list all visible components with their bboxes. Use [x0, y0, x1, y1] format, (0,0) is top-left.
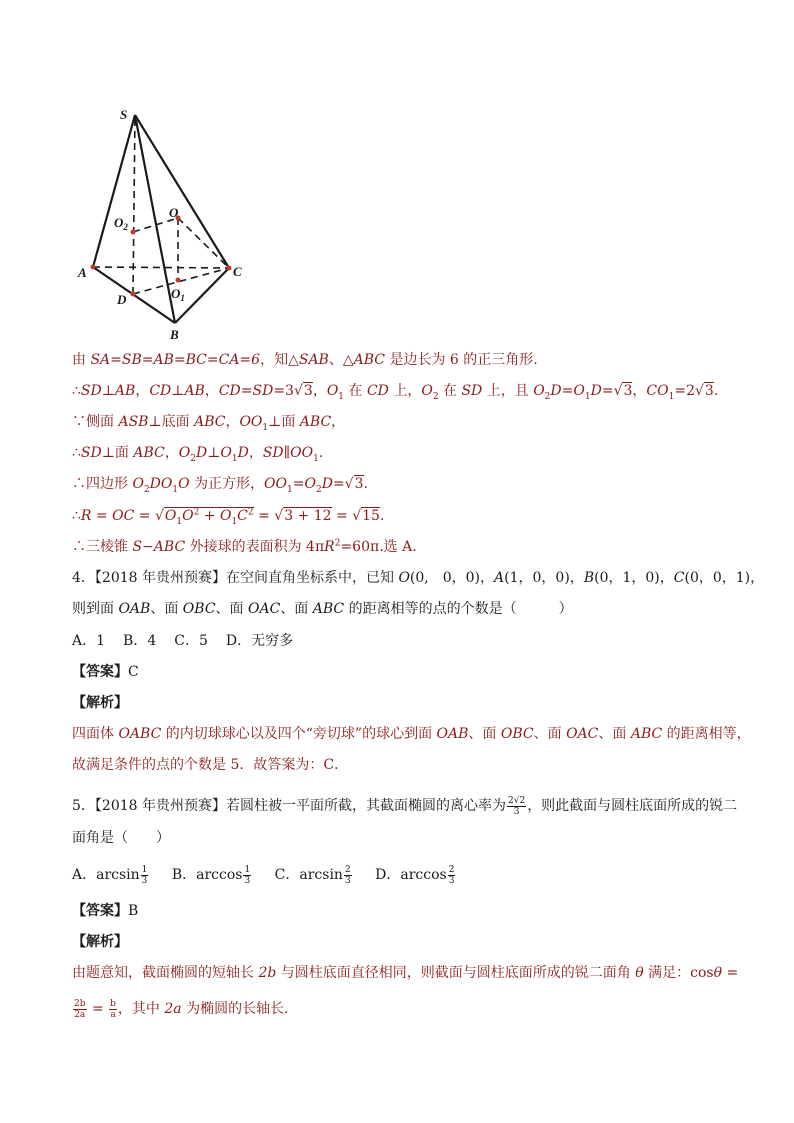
- q4-analysis-line-1: 四面体 OABC 的内切球球心以及四个“旁切球”的球心到面 OAB、面 OBC、面 OAC、面 ABC 的距离相等，: [72, 726, 751, 742]
- point-O1: [176, 278, 181, 283]
- q4-option-c: C．5: [174, 633, 208, 649]
- point-D: [131, 292, 136, 297]
- point-A: [91, 265, 96, 270]
- point-O2: [131, 230, 136, 235]
- solution-line-1: 由 SA=SB=AB=BC=CA=6，知△SAB、△ABC 是边长为 6 的正三角形.: [72, 352, 538, 368]
- q5-stem-line-2: 面角是（ ）: [72, 830, 170, 846]
- q4-option-d: D．无穷多: [225, 633, 294, 649]
- label-C: C: [233, 264, 242, 279]
- q4-analysis-label: 【解析】: [72, 695, 128, 711]
- label-O1: $O_1$: [171, 286, 185, 303]
- answer-value: C: [128, 664, 139, 680]
- solution-line-3: ∵侧面 ASB⊥底面 ABC，$OO_1\perp$面 ABC，: [72, 414, 346, 433]
- q4-options: [72, 630, 311, 652]
- solution-line-6: ∴R = OC = $√O_1O^2 + O_1C^2 = √3 + 12 = √15$.: [72, 507, 385, 527]
- q5-option-c: C．arcsin $\frac{2}{3}$: [274, 864, 351, 886]
- q5-option-d: D．arccos $\frac{2}{3}$: [375, 864, 455, 886]
- solution-line-4: ∴SD⊥面 ABC，$O_2D\perp O_1D$，$SD\parallel OO_1$.: [72, 445, 324, 464]
- edge-SA: [93, 115, 135, 267]
- q5-analysis-label: 【解析】: [72, 934, 128, 950]
- q5-option-a: A．arcsin $\frac{1}{3}$: [72, 864, 148, 886]
- segment-DC: [133, 268, 229, 294]
- answer-label: 【答案】: [72, 664, 128, 680]
- label-O: O: [169, 205, 179, 220]
- label-B: B: [170, 327, 179, 342]
- q4-option-a: A．1: [72, 633, 106, 649]
- q4-answer: [72, 661, 139, 683]
- q5-analysis-line-1: 由题意知，截面椭圆的短轴长 2b 与圆柱底面直径相同，则截面与圆柱底面所成的锐二面角 θ 满足：cosθ =: [72, 965, 739, 981]
- q5-option-b: B．arccos $\frac{1}{3}$: [171, 864, 251, 886]
- q4-stem-line-1: 4．【2018 年贵州预赛】在空间直角坐标系中，已知 O(0, 0，0)，A(1，0，0)，B(0，1，0)，C(0，0，1)，: [72, 570, 765, 586]
- q4-analysis-line-2: 故满足条件的点的个数是 5．故答案为：C．: [72, 757, 349, 773]
- edge-AC-hidden: [93, 267, 229, 268]
- q4-option-b: B．4: [123, 633, 157, 649]
- q5-options: [72, 864, 474, 886]
- answer-label: 【答案】: [72, 903, 128, 919]
- solution-line-7: ∴三棱锥 S−ABC 外接球的表面积为 $4\pi R^2=60\pi$.选 A.: [72, 538, 417, 555]
- label-O2: $O_2$: [114, 215, 128, 232]
- solution-line-5: ∴四边形 $O_2DO_1O$ 为正方形，$OO_1=O_2D=√3$.: [72, 476, 368, 495]
- label-A: A: [78, 265, 87, 280]
- label-S: S: [120, 107, 128, 122]
- q4-stem-line-2: 则到面 OAB、面 OBC、面 OAC、面 ABC 的距离相等的点的个数是（ ）: [72, 601, 573, 617]
- q5-stem-line-1: 5．【2018 年贵州预赛】若圆柱被一平面所截，其截面椭圆的离心率为 $\frac{2√2}{3}$ ，则此截面与圆柱底面所成的锐二: [72, 795, 738, 817]
- q5-answer: [72, 900, 138, 922]
- point-C: [227, 266, 232, 271]
- solution-line-2: ∴SD⊥AB，CD⊥AB，CD=SD=3√3，$O_1$ 在 CD 上，$O_2$ 在 SD 上，且 $O_2D=O_1D=√3$，$CO_1=2√3$.: [72, 383, 719, 402]
- tetrahedron-figure: [70, 95, 260, 345]
- answer-value: B: [128, 903, 139, 919]
- label-D: D: [117, 292, 127, 307]
- q5-analysis-line-2: $\frac{2b}{2a}$ = $\frac{b}{a}$ ，其中 2a 为椭圆的长轴长．: [74, 998, 299, 1020]
